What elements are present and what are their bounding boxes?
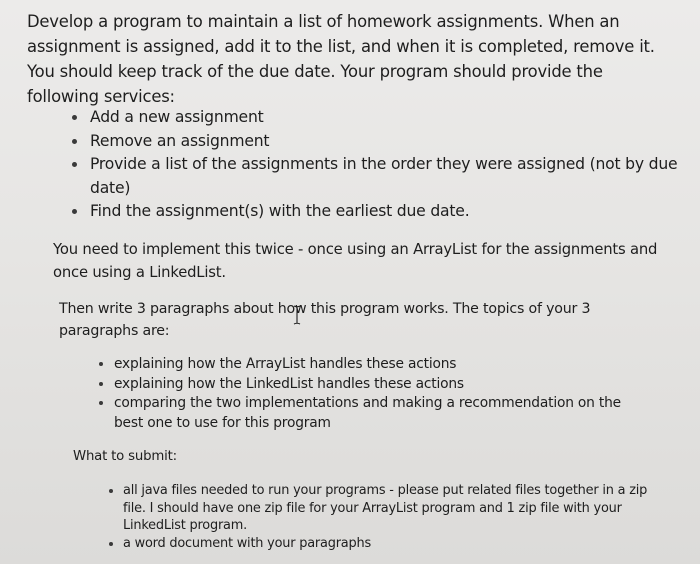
submit-heading: What to submit: [73, 449, 177, 464]
topic-item: • comparing the two implementations and making a recommendation on the best one to use for this program [114, 394, 654, 433]
service-item: • Remove an assignment [88, 130, 678, 154]
paragraphs-note: Then write 3 paragraphs about how this program works. The topics of your 3 paragraphs are: [59, 301, 591, 339]
intro-paragraph: Develop a program to maintain a list of homework assignments. When an assignment is assigned, add it to the list, and when it is completed, remove it. You should keep track of the due date. Your program should provide the following services: [27, 12, 655, 106]
services-list [66, 106, 678, 224]
text-cursor-icon [292, 305, 302, 325]
service-item: • Provide a list of the assignments in the order they were assigned (not by due date) [88, 153, 678, 200]
topics-list [95, 355, 654, 433]
topic-item: • explaining how the LinkedList handles these actions [114, 375, 654, 395]
topic-item: • explaining how the ArrayList handles these actions [114, 355, 654, 375]
service-item: • Find the assignment(s) with the earliest due date. [88, 200, 678, 224]
implementation-note: You need to implement this twice - once using an ArrayList for the assignments and once using a LinkedList. [53, 241, 658, 281]
service-item: • Add a new assignment [88, 106, 678, 130]
submit-list [106, 482, 648, 552]
submit-item: • all java files needed to run your programs - please put related files together in a zip file. I should have one zip file for your ArrayList program and 1 zip file with your LinkedList program. [123, 482, 648, 535]
submit-item: • a word document with your paragraphs [123, 535, 648, 553]
